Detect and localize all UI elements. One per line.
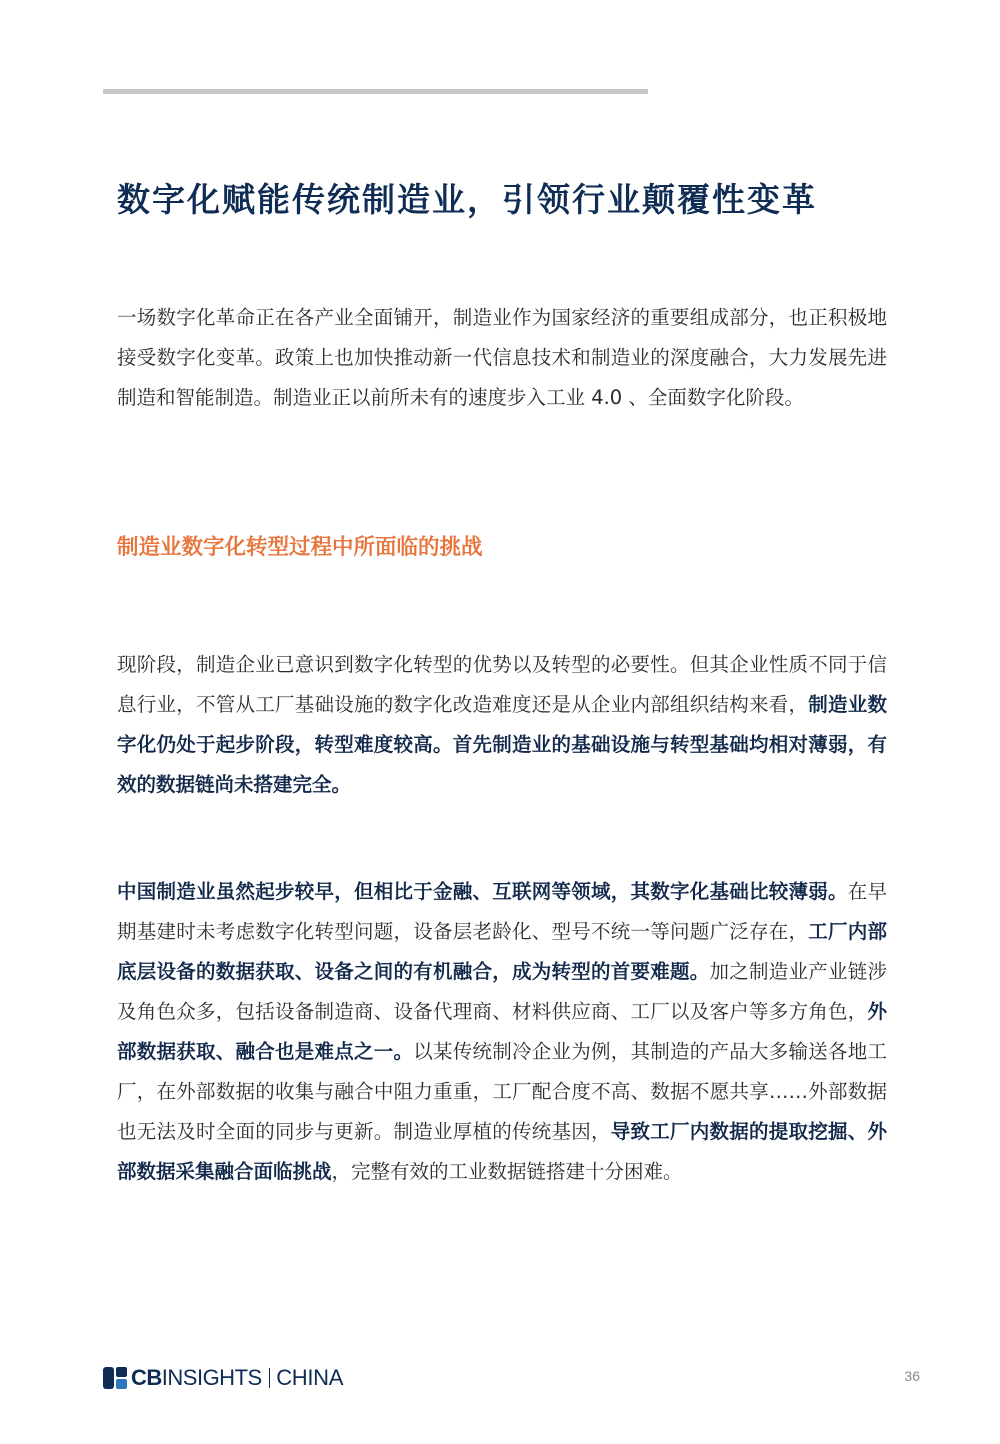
paragraph-text: 现阶段，制造企业已意识到数字化转型的优势以及转型的必要性。但其企业性质不同于信息行业，不管从工厂基础设施的数字化改造难度还是从企业内部组织结构来看， bbox=[117, 653, 887, 716]
logo-cb-text: CB bbox=[131, 1365, 162, 1390]
logo-separator bbox=[269, 1368, 271, 1388]
page-number: 36 bbox=[904, 1368, 920, 1384]
paragraph-text: 加之制造业产业链涉及角色众多，包括设备制造商、设备代理商、材料供应商、工厂以及客户等多方角色， bbox=[117, 960, 887, 1023]
top-divider bbox=[103, 89, 648, 94]
cbinsights-china-logo bbox=[103, 1366, 343, 1390]
section-heading: 制造业数字化转型过程中所面临的挑战 bbox=[117, 535, 483, 560]
page-title: 数字化赋能传统制造业，引领行业颠覆性变革 bbox=[117, 180, 817, 219]
paragraph-text: ，完整有效的工业数据链搭建十分困难。 bbox=[331, 1160, 683, 1183]
paragraph-text: 在早期基建时未考虑数字化转型问题，设备层老龄化、型号不统一等问题广泛存在， bbox=[117, 880, 887, 943]
emphasis-text: 制造业数字化仍处于起步阶段，转型难度较高。首先制造业的基础设施与转型基础均相对薄弱，有效的数据链尚未搭建完全。 bbox=[117, 693, 887, 796]
emphasis-text: 导致工厂内数据的提取挖掘、外部数据采集融合面临挑战 bbox=[117, 1120, 887, 1183]
emphasis-text: 外部数据获取、融合也是难点之一。 bbox=[117, 1000, 887, 1063]
paragraph-text: 以某传统制冷企业为例，其制造的产品大多输送各地工厂，在外部数据的收集与融合中阻力重重，工厂配合度不高、数据不愿共享……外部数据也无法及时全面的同步与更新。制造业厚植的传统基因， bbox=[117, 1040, 887, 1143]
logo-china-text: CHINA bbox=[276, 1365, 344, 1390]
emphasis-text: 工厂内部底层设备的数据获取、设备之间的有机融合，成为转型的首要难题。 bbox=[117, 920, 887, 983]
china-manufacturing-paragraph bbox=[117, 872, 887, 1192]
emphasis-text: 中国制造业虽然起步较早，但相比于金融、互联网等领域，其数字化基础比较薄弱。 bbox=[117, 880, 848, 903]
logo-insights-text: INSIGHTS bbox=[161, 1365, 262, 1390]
challenges-paragraph bbox=[117, 645, 887, 805]
cbinsights-logo-icon bbox=[103, 1367, 127, 1389]
intro-paragraph: 一场数字化革命正在各产业全面铺开，制造业作为国家经济的重要组成部分，也正积极地接受数字化变革。政策上也加快推动新一代信息技术和制造业的深度融合，大力发展先进制造和智能制造。制造业正以前所未有的速度步入工业 4.0 、全面数字化阶段。 bbox=[117, 306, 887, 409]
